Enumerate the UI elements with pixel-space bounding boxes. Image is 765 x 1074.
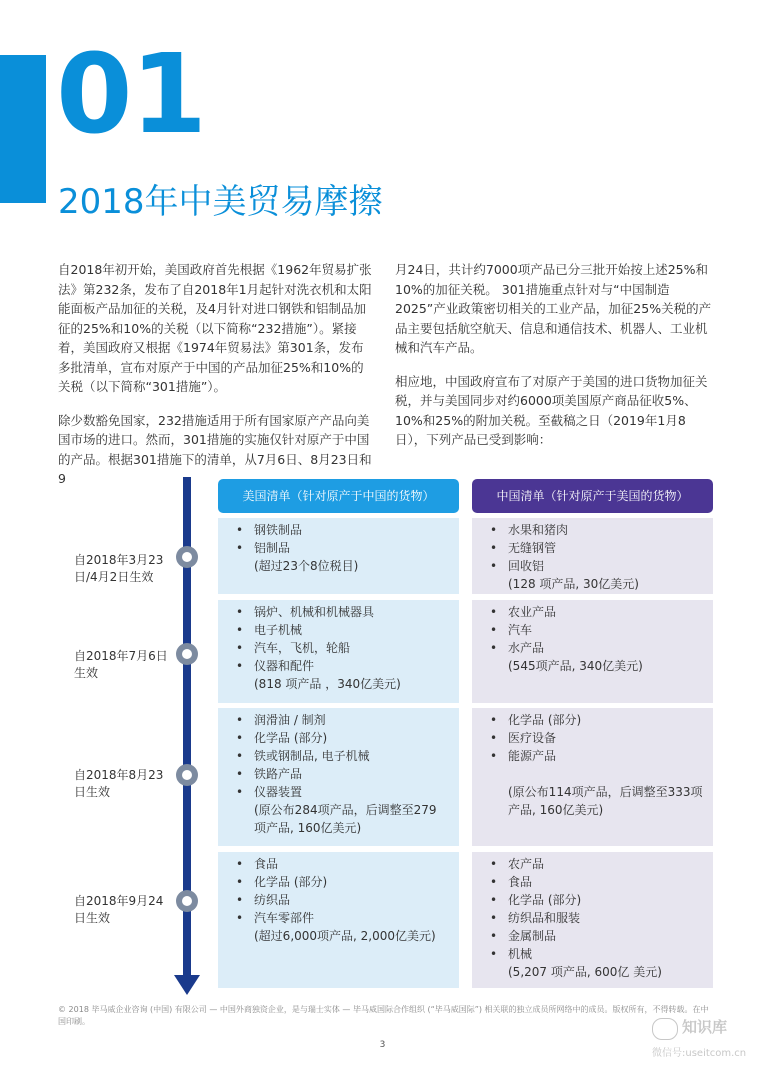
page-title: 2018年中美贸易摩擦 — [58, 182, 383, 222]
timeline-date: 自2018年7月6日生效 — [74, 649, 168, 680]
list-item: • 锅炉、机械和机械器具 — [236, 603, 449, 621]
list-item: • 化学品 (部分) — [236, 873, 449, 891]
cn-list-box — [472, 852, 713, 988]
list-item: • 农产品 — [490, 855, 703, 873]
intro-right-column — [395, 260, 713, 464]
accent-bar — [0, 55, 46, 203]
list-item: • 钢铁制品 — [236, 521, 449, 539]
list-item: • 化学品 (部分) — [490, 711, 703, 729]
list-item: • 铁路产品 — [236, 765, 449, 783]
us-list-header: 美国清单（针对原产于中国的货物） — [218, 479, 459, 513]
list-note: (原公布284项产品，后调整至279 项产品, 160亿美元) — [254, 803, 437, 835]
list-item: • 纺织品 — [236, 891, 449, 909]
list-item: • 仪器和配件 — [236, 657, 449, 675]
intro-paragraph: 月24日，共计约7000项产品已分三批开始按上述25%和10%的加征关税。 301措施重点针对与“中国制造2025”产业政策密切相关的工业产品，加征25%关税的产品主要包括航空航天、信息和通信技术、机器人、工业机械和汽车产品。 — [395, 262, 712, 355]
list-item: • 机械 — [490, 945, 703, 963]
list-item: • 汽车 — [490, 621, 703, 639]
chapter-number: 01 — [56, 30, 206, 158]
timeline-node — [176, 890, 198, 912]
timeline-date: 自2018年8月23日生效 — [74, 768, 164, 799]
list-note: (原公布114项产品，后调整至333项产品, 160亿美元) — [508, 785, 703, 817]
list-item: • 回收铝 — [490, 557, 703, 575]
list-note: (超过6,000项产品, 2,000亿美元) — [254, 929, 436, 943]
timeline-date: 自2018年9月24日生效 — [74, 894, 164, 925]
us-list-box — [218, 852, 459, 988]
list-item: • 铝制品 — [236, 539, 449, 557]
list-item: • 能源产品 — [490, 747, 703, 765]
watermark — [652, 1016, 762, 1062]
intro-paragraph: 自2018年初开始，美国政府首先根据《1962年贸易扩张法》第232条，发布了自2018年1月起针对洗衣机和太阳能面板产品加征的关税，及4月针对进口钢铁和铝制品加征的25%和10%的关税（以下简称“232措施”）。紧接着，美国政府又根据《1974年贸易法》第301条，发布多批清单，宣布对原产于中国的产品加征25%和10%的关税（以下简称“301措施”）。 — [58, 262, 372, 394]
us-list-box — [218, 518, 459, 594]
list-item: • 水果和猪肉 — [490, 521, 703, 539]
watermark-subtitle: 微信号:useitcom.cn — [652, 1048, 747, 1059]
list-item: • 化学品 (部分) — [236, 729, 449, 747]
cn-list-box — [472, 600, 713, 703]
timeline-date: 自2018年3月23日/4月2日生效 — [74, 553, 164, 584]
timeline-node — [176, 643, 198, 665]
intro-left-column — [58, 260, 376, 503]
list-item: • 纺织品和服装 — [490, 909, 703, 927]
list-note: (545项产品, 340亿美元) — [508, 659, 643, 673]
us-list-box — [218, 600, 459, 703]
watermark-name: 知识库 — [682, 1018, 728, 1036]
list-note: (5,207 项产品, 600亿 美元) — [508, 965, 662, 979]
cn-list-box — [472, 708, 713, 846]
timeline-node — [176, 764, 198, 786]
list-item: • 食品 — [490, 873, 703, 891]
cn-list-box — [472, 518, 713, 594]
list-item: • 医疗设备 — [490, 729, 703, 747]
list-note: (818 项产品 ，340亿美元) — [254, 677, 401, 691]
intro-paragraph: 相应地，中国政府宣布了对原产于美国的进口货物加征关税，并与美国同步对约6000项美国原产商品征收5%、10%和25%的附加关税。至截稿之日（2019年1月8日），下列产品已受到影响： — [395, 373, 708, 447]
list-item: • 铁或钢制品, 电子机械 — [236, 747, 449, 765]
list-item: • 汽车零部件 — [236, 909, 449, 927]
list-item: • 化学品 (部分) — [490, 891, 703, 909]
intro-paragraph: 除少数豁免国家，232措施适用于所有国家原产产品向美国市场的进口。然而，301措施的实施仅针对原产于中国的产品。根据301措施下的清单，从7月6日、8月23日和9 — [58, 412, 372, 486]
list-item: • 农业产品 — [490, 603, 703, 621]
list-item: • 汽车，飞机，轮船 — [236, 639, 449, 657]
us-list-box — [218, 708, 459, 846]
list-item: • 润滑油 / 制剂 — [236, 711, 449, 729]
cn-list-header: 中国清单（针对原产于美国的货物） — [472, 479, 713, 513]
list-note: (超过23个8位税目) — [254, 559, 359, 573]
list-item: • 食品 — [236, 855, 449, 873]
arrow-down-icon — [174, 975, 200, 995]
wechat-icon — [652, 1018, 678, 1040]
page-number: 3 — [379, 1040, 386, 1050]
list-item: • 水产品 — [490, 639, 703, 657]
list-item: • 仪器装置 — [236, 783, 449, 801]
list-item: • 无缝钢管 — [490, 539, 703, 557]
timeline-node — [176, 546, 198, 568]
list-item: • 金属制品 — [490, 927, 703, 945]
list-note: (128 项产品, 30亿美元) — [508, 577, 639, 591]
copyright-footer: © 2018 毕马威企业咨询 (中国) 有限公司 — 中国外商独资企业，是与瑞士实体 — 毕马威国际合作组织 (“毕马威国际”) 相关联的独立成员所网络中的成员。版权所有，不得转载。在中国印刷。 — [58, 1005, 709, 1026]
list-item: • 电子机械 — [236, 621, 449, 639]
